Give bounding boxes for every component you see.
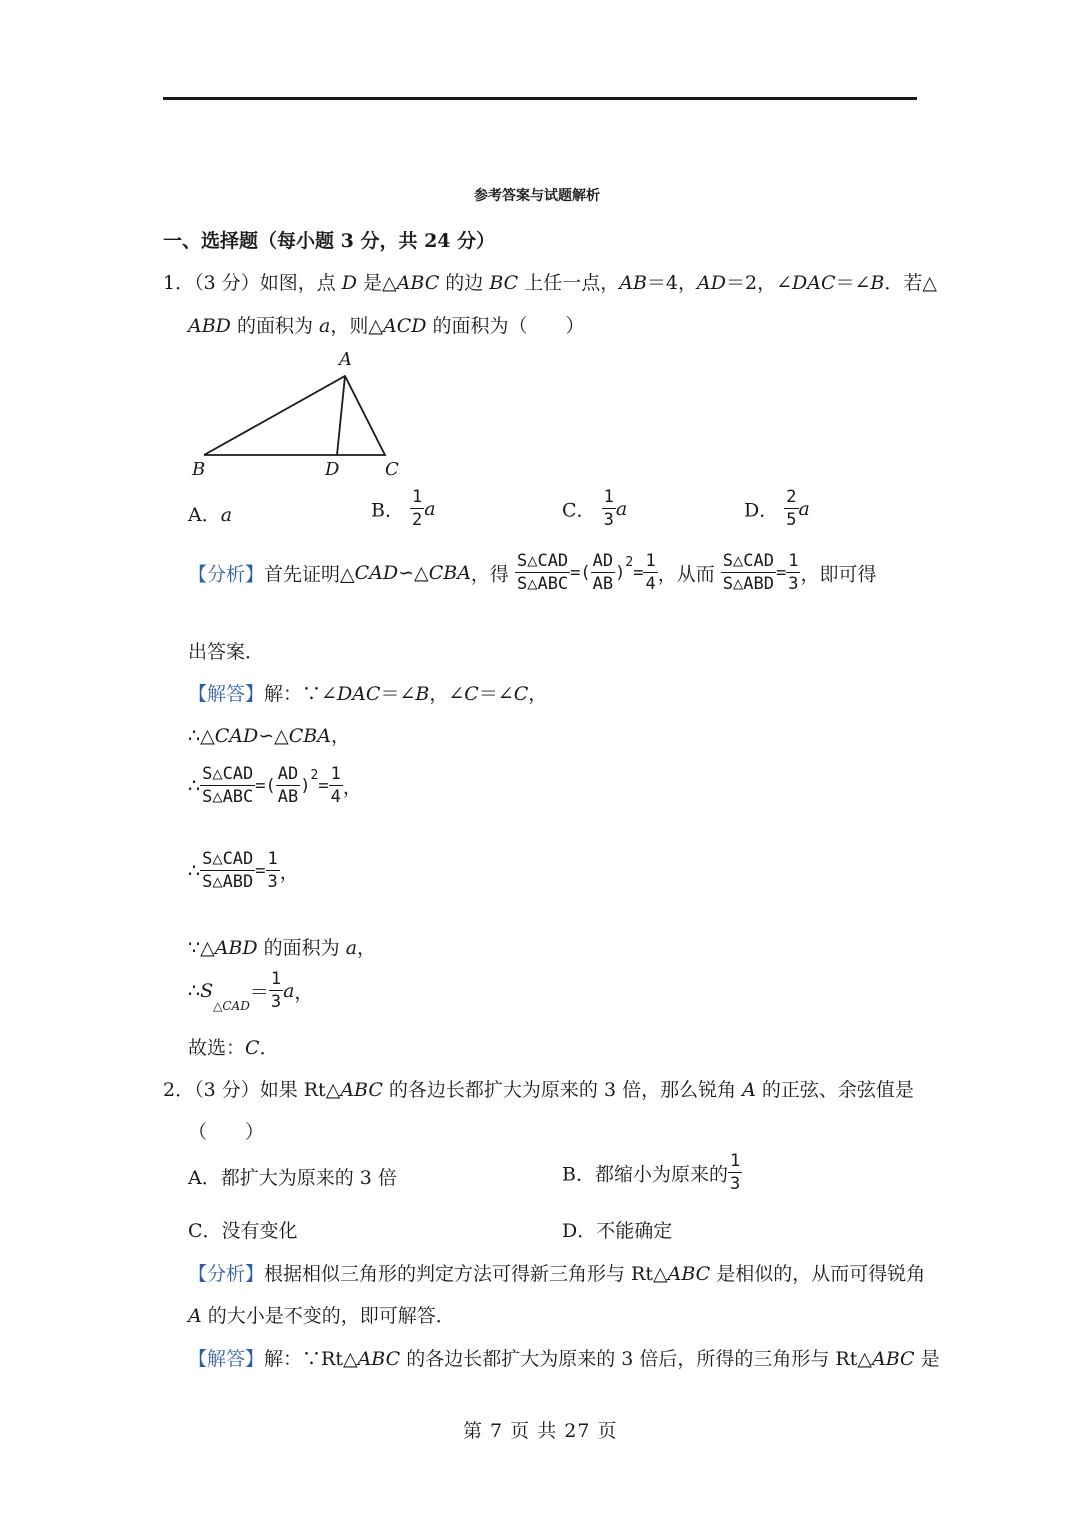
q2-analysis-line1: 【分析】根据相似三角形的判定方法可得新三角形与 Rt△ABC 是相似的，从而可得锐角 — [188, 1263, 926, 1285]
q1-solution-line5: ∵△ABD 的面积为 a， — [188, 937, 377, 959]
q1-solution-line6: $\therefore S_{\triangle CAD}=$ $\frac{1}{3}$ a， — [188, 969, 314, 1013]
q1-solution-line3: ∴ $\frac{\text{S△CAD}}{\text{S△ABC}}$ =( $\frac{AD}{AB}$ )$^2$= $\frac{1}{4}$ ， — [188, 764, 362, 807]
q2-solution-line1: 【解答】解：∵Rt△ABC 的各边长都扩大为原来的 3 倍后，所得的三角形与 Rt△ABC 是 — [188, 1348, 940, 1370]
label-b: B — [192, 459, 206, 480]
q2-stem-line1: 2．（3 分）如果 Rt△ABC 的各边长都扩大为原来的 3 倍，那么锐角 A 的正弦、余弦值是 — [163, 1079, 914, 1101]
triangle-abc — [204, 376, 385, 455]
header-rule — [163, 97, 917, 100]
q1-analysis-line2: 出答案． — [188, 641, 265, 663]
q1-solution-line2: ∴△CAD∽△CBA， — [188, 725, 350, 747]
label-c: C — [385, 459, 399, 480]
q2-stem-line2: （ ） — [188, 1121, 265, 1143]
page-title: 参考答案与试题解析 — [474, 188, 600, 204]
q1-solution-line4: ∴ $\frac{\text{S△CAD}}{\text{S△ABD}}$ = $\frac{1}{3}$ ， — [188, 849, 299, 892]
solution-tag: 【解答】 — [188, 1348, 265, 1370]
q1-solution-line1: 【解答】解：∵∠DAC＝∠B，∠C＝∠C， — [188, 683, 548, 705]
triangle-figure — [185, 345, 415, 480]
segment-ad — [337, 376, 345, 455]
q1-stem-line1: 1．（3 分）如图，点 D 是△ABC 的边 BC 上任一点，AB＝4，AD＝2，∠DAC＝∠B．若△ — [163, 272, 938, 294]
section-heading: 一、选择题（每小题 3 分，共 24 分） — [163, 230, 496, 252]
label-d: D — [325, 459, 340, 480]
page-footer: 第 7 页 共 27 页 — [463, 1420, 618, 1442]
q1-option-c: C． $\frac{1}{3}$ a — [562, 487, 628, 530]
q1-analysis-line1: 【分析】首先证明△CAD∽△CBA，得 $\frac{\text{S△CAD}}{\text{S△ABC}}$ =( $\frac{AD}{AB}$ )$^2$= $\frac{1}{4}$ ，从而 $\frac{\text{S△CAD}}{\text{S△ABD}}$ = $\frac{1}{3}$ ，即可得 — [188, 551, 877, 594]
q2-option-c: C．没有变化 — [188, 1220, 298, 1242]
analysis-tag: 【分析】 — [188, 563, 265, 586]
label-a: A — [339, 349, 352, 370]
q1-option-d: D． $\frac{2}{5}$ a — [744, 487, 810, 530]
q1-option-a: A．a — [188, 504, 233, 526]
q1-option-b: B． $\frac{1}{2}$ a — [371, 487, 436, 530]
solution-tag: 【解答】 — [188, 683, 265, 705]
q1-stem-line2: ABD 的面积为 a，则△ACD 的面积为（ ） — [188, 315, 585, 337]
q1-choice: 故选：C． — [188, 1037, 279, 1059]
q2-option-d: D．不能确定 — [562, 1220, 673, 1242]
q2-option-a: A．都扩大为原来的 3 倍 — [188, 1167, 397, 1189]
analysis-tag: 【分析】 — [188, 1263, 265, 1285]
q2-option-b: B．都缩小为原来的 $\frac{1}{3}$ — [562, 1151, 741, 1194]
q2-analysis-line2: A 的大小是不变的，即可解答． — [188, 1305, 455, 1327]
